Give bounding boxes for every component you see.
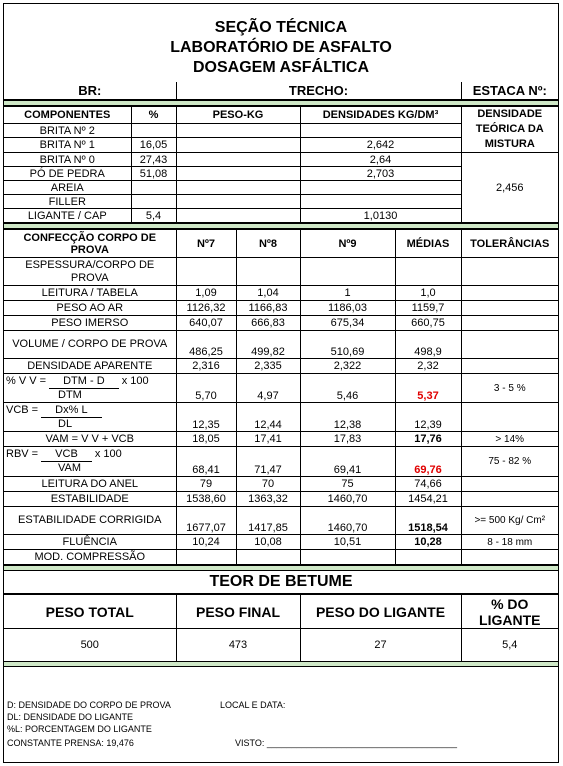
specimen-value: 1363,32 — [236, 492, 300, 507]
formula-prefix: % V V = — [6, 374, 47, 387]
specimen-value: 2,335 — [236, 359, 300, 374]
specimen-value: 12,44 — [236, 403, 300, 432]
specimen-tolerance — [461, 359, 558, 374]
specimen-value: 69,41 — [300, 447, 395, 477]
specimen-media: 74,66 — [395, 477, 461, 492]
specimen-media: 1,0 — [395, 286, 461, 301]
specimen-media — [395, 258, 461, 286]
header-line-1: SEÇÃO TÉCNICA — [214, 19, 348, 36]
component-peso — [176, 167, 300, 181]
components-table — [4, 106, 558, 223]
specimen-media: 69,76 — [395, 447, 461, 477]
specimen-value: 79 — [176, 477, 236, 492]
component-name: AREIA — [4, 181, 131, 195]
teor-peso-ligante-label: PESO DO LIGANTE — [300, 595, 461, 629]
teor-table — [4, 594, 558, 661]
specimen-value: 4,97 — [236, 374, 300, 403]
specimen-value: 5,46 — [300, 374, 395, 403]
specimen-value: 666,83 — [236, 316, 300, 331]
col-n8: Nº8 — [236, 230, 300, 258]
specimen-value: 1186,03 — [300, 301, 395, 316]
specimen-value: 1460,70 — [300, 492, 395, 507]
component-pct: 5,4 — [131, 209, 176, 223]
press-constant: CONSTANTE PRENSA: 19,476 — [7, 738, 134, 748]
component-pct: 51,08 — [131, 167, 176, 181]
formula-denominator: DTM — [58, 388, 82, 401]
specimen-tolerance — [461, 403, 558, 432]
component-peso — [176, 195, 300, 209]
specimen-value — [236, 550, 300, 565]
component-dens — [300, 195, 461, 209]
teor-peso-ligante-value: 27 — [300, 629, 461, 661]
br-label: BR: — [4, 82, 176, 100]
formula-numerator: VCB — [41, 448, 92, 462]
specimen-tolerance — [461, 286, 558, 301]
formula-numerator: Dx% L — [41, 404, 101, 418]
specimen-value: 12,38 — [300, 403, 395, 432]
specimen-value: 5,70 — [176, 374, 236, 403]
specimen-row-label: PESO IMERSO — [4, 316, 176, 331]
specimen-value — [300, 258, 395, 286]
specimen-value: 1,09 — [176, 286, 236, 301]
specimen-value: 1677,07 — [176, 507, 236, 535]
specimen-media: 2,32 — [395, 359, 461, 374]
col-componentes: COMPONENTES — [4, 107, 131, 124]
component-name: FILLER — [4, 195, 131, 209]
specimen-tolerance — [461, 258, 558, 286]
formula-denominator: VAM — [58, 462, 82, 474]
col-tolerancias: TOLERÂNCIAS — [461, 230, 558, 258]
specimen-value: 1417,85 — [236, 507, 300, 535]
formula-numerator: DTM - D — [49, 375, 119, 389]
teor-peso-final-label: PESO FINAL — [176, 595, 300, 629]
specimen-value: 1166,83 — [236, 301, 300, 316]
specimen-row-label: VOLUME / CORPO DE PROVA — [4, 331, 176, 359]
teor-betume-title: TEOR DE BETUME — [4, 571, 558, 594]
formula-prefix: VCB = — [6, 403, 39, 416]
component-peso — [176, 181, 300, 195]
form-header — [4, 4, 558, 82]
specimen-tolerance — [461, 550, 558, 565]
component-dens — [300, 123, 461, 138]
specimen-value: 75 — [300, 477, 395, 492]
col-densidades: DENSIDADES KG/DM³ — [300, 107, 461, 124]
legend-pl: %L: PORCENTAGEM DO LIGANTE — [7, 724, 152, 734]
specimen-value: 1,04 — [236, 286, 300, 301]
specimen-value: 486,25 — [176, 331, 236, 359]
component-pct — [131, 123, 176, 138]
specimen-value: 18,05 — [176, 432, 236, 447]
component-pct — [131, 195, 176, 209]
specimen-tolerance: 3 - 5 % — [461, 374, 558, 403]
component-peso — [176, 209, 300, 223]
specimen-row-label: ESTABILIDADE CORRIGIDA — [4, 507, 176, 535]
header-line-2: LABORATÓRIO DE ASFALTO — [170, 39, 392, 56]
specimen-value: 70 — [236, 477, 300, 492]
specimen-value — [176, 258, 236, 286]
specimen-tolerance: >= 500 Kg/ Cm² — [461, 507, 558, 535]
formula-prefix: RBV = — [6, 448, 39, 460]
estaca-label: ESTACA Nº: — [461, 82, 558, 100]
col-medias: MÉDIAS — [395, 230, 461, 258]
specimen-value: 17,41 — [236, 432, 300, 447]
specimen-value: 1538,60 — [176, 492, 236, 507]
specimen-row-label: LEITURA DO ANEL — [4, 477, 176, 492]
visto-line: VISTO: ______________________________________ — [235, 738, 458, 748]
specimen-row-label — [4, 403, 176, 432]
formula-multiplier: x 100 — [121, 374, 149, 387]
col-pct: % — [131, 107, 176, 124]
teor-peso-total-label: PESO TOTAL — [4, 595, 176, 629]
specimen-row-label: ESTABILIDADE — [4, 492, 176, 507]
specimen-value: 12,35 — [176, 403, 236, 432]
specimen-tolerance — [461, 316, 558, 331]
formula-multiplier: x 100 — [94, 448, 122, 460]
specimen-media: 660,75 — [395, 316, 461, 331]
formula-denominator: DL — [58, 417, 73, 430]
specimen-value: 10,51 — [300, 535, 395, 550]
col-densidade-teorica: DENSIDADE TEÓRICA DA MISTURA — [461, 107, 558, 153]
specimen-value — [300, 550, 395, 565]
specimen-row-label — [4, 374, 176, 403]
br-row-table — [4, 82, 558, 100]
specimen-value: 68,41 — [176, 447, 236, 477]
specimen-row-label: FLUÊNCIA — [4, 535, 176, 550]
specimen-tolerance — [461, 301, 558, 316]
specimen-value: 1126,32 — [176, 301, 236, 316]
component-peso — [176, 138, 300, 153]
component-dens: 1,0130 — [300, 209, 461, 223]
specimen-media — [395, 550, 461, 565]
component-name: PÓ DE PEDRA — [4, 167, 131, 181]
specimen-media: 12,39 — [395, 403, 461, 432]
specimen-media: 17,76 — [395, 432, 461, 447]
specimen-row-label: VAM = V V + VCB — [4, 432, 176, 447]
specimen-value: 675,34 — [300, 316, 395, 331]
teor-pct-ligante-label: % DO LIGANTE — [461, 595, 558, 629]
specimen-value: 1 — [300, 286, 395, 301]
specimen-row-label: LEITURA / TABELA — [4, 286, 176, 301]
teor-peso-final-value: 473 — [176, 629, 300, 661]
specimen-tolerance — [461, 492, 558, 507]
col-n7: Nº7 — [176, 230, 236, 258]
specimen-media: 10,28 — [395, 535, 461, 550]
specimen-media: 1454,21 — [395, 492, 461, 507]
specimen-row-label: PESO AO AR — [4, 301, 176, 316]
specimen-row-label: DENSIDADE APARENTE — [4, 359, 176, 374]
component-pct: 27,43 — [131, 153, 176, 167]
specimen-value — [236, 258, 300, 286]
component-dens: 2,642 — [300, 138, 461, 153]
specimen-tolerance: > 14% — [461, 432, 558, 447]
specimen-media: 1518,54 — [395, 507, 461, 535]
theoretical-density-value: 2,456 — [461, 153, 558, 223]
col-confeccao: CONFECÇÃO CORPO DE PROVA — [4, 230, 176, 258]
specimens-table — [4, 229, 558, 565]
specimen-media: 498,9 — [395, 331, 461, 359]
teor-pct-ligante-value: 5,4 — [461, 629, 558, 661]
specimen-tolerance: 8 - 18 mm — [461, 535, 558, 550]
component-pct — [131, 181, 176, 195]
component-dens — [300, 181, 461, 195]
col-peso-kg: PESO-KG — [176, 107, 300, 124]
component-peso — [176, 153, 300, 167]
specimen-tolerance — [461, 331, 558, 359]
header-line-3: DOSAGEM ASFÁLTICA — [193, 59, 369, 76]
component-name: BRITA Nº 2 — [4, 123, 131, 138]
specimen-row-label — [4, 447, 176, 477]
specimen-value — [176, 550, 236, 565]
asphalt-dosage-form — [3, 3, 559, 763]
specimen-media: 5,37 — [395, 374, 461, 403]
specimen-value: 2,322 — [300, 359, 395, 374]
specimen-value: 71,47 — [236, 447, 300, 477]
specimen-value: 10,08 — [236, 535, 300, 550]
component-name: LIGANTE / CAP — [4, 209, 131, 223]
component-name: BRITA Nº 1 — [4, 138, 131, 153]
component-dens: 2,64 — [300, 153, 461, 167]
separator-bar — [4, 661, 558, 667]
specimen-tolerance — [461, 477, 558, 492]
specimen-row-label: ESPESSURA/CORPO DE PROVA — [4, 258, 176, 286]
specimen-value: 2,316 — [176, 359, 236, 374]
trecho-label: TRECHO: — [176, 82, 461, 100]
specimen-tolerance: 75 - 82 % — [461, 447, 558, 477]
specimen-value: 17,83 — [300, 432, 395, 447]
specimen-value: 510,69 — [300, 331, 395, 359]
specimen-value: 1460,70 — [300, 507, 395, 535]
legend-d: D: DENSIDADE DO CORPO DE PROVA — [7, 700, 171, 710]
col-n9: Nº9 — [300, 230, 395, 258]
teor-peso-total-value: 500 — [4, 629, 176, 661]
component-name: BRITA Nº 0 — [4, 153, 131, 167]
component-peso — [176, 123, 300, 138]
component-dens: 2,703 — [300, 167, 461, 181]
specimen-value: 10,24 — [176, 535, 236, 550]
specimen-row-label: MOD. COMPRESSÃO — [4, 550, 176, 565]
component-pct: 16,05 — [131, 138, 176, 153]
specimen-media: 1159,7 — [395, 301, 461, 316]
local-data-label: LOCAL E DATA: — [220, 700, 286, 710]
specimen-value: 499,82 — [236, 331, 300, 359]
specimen-value: 640,07 — [176, 316, 236, 331]
legend-dl: DL: DENSIDADE DO LIGANTE — [7, 712, 134, 722]
